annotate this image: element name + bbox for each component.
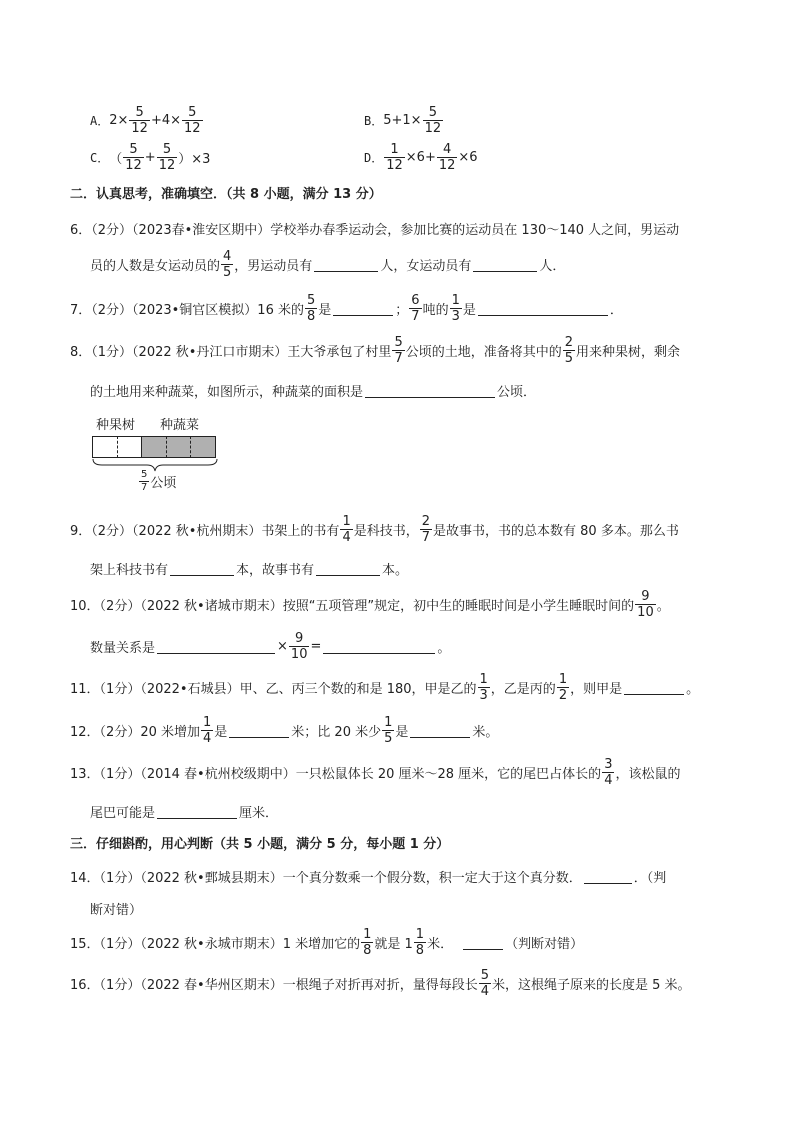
answer-blank[interactable]	[624, 680, 684, 695]
question-6-line-1: 6．（2分）（2023春•淮安区期中）学校举办春季运动会，参加比赛的运动员在 130～140 人之间，男运动	[70, 222, 680, 238]
answer-blank[interactable]	[157, 804, 237, 819]
answer-blank[interactable]	[584, 869, 632, 884]
fraction: $\frac{2}{7}$	[421, 513, 431, 545]
fraction: $\frac{2}{5}$	[564, 334, 574, 366]
option-text: 5+1×	[383, 112, 422, 128]
question-9-line-1: 9．（2分）（2022 秋•杭州期末）书架上的书有 $\frac{1}{4}$ 是科技书， $\frac{2}{7}$ 是故事书，书的总本数有 80 多本。那么书	[70, 513, 679, 545]
answer-blank[interactable]	[314, 257, 378, 272]
fraction: $\frac{4}{12}$	[438, 141, 456, 173]
option-label: D．	[364, 150, 384, 165]
fraction: $\frac{5}{7}$	[141, 469, 148, 493]
fraction: $\frac{1}{3}$	[479, 671, 488, 703]
answer-blank[interactable]	[478, 301, 608, 316]
fraction: $\frac{5}{12}$	[131, 104, 148, 136]
option-label: B．	[364, 113, 384, 128]
question-11: 11．（1分）（2022•石城县）甲、乙、丙三个数的和是 180，甲是乙的 $\frac{1}{3}$ ，乙是丙的 $\frac{1}{2}$ ，则甲是 。	[70, 671, 700, 703]
answer-blank[interactable]	[323, 639, 435, 654]
answer-blank[interactable]	[333, 301, 393, 316]
fraction: $\frac{5}{12}$	[125, 141, 142, 173]
option-b	[364, 100, 444, 140]
option-a	[90, 100, 204, 140]
vegetable-part-3	[191, 436, 216, 458]
answer-blank[interactable]	[410, 723, 470, 738]
vegetable-part-1	[142, 436, 167, 458]
option-d	[364, 137, 478, 177]
fraction: $\frac{1}{4}$	[203, 714, 212, 746]
land-diagram	[92, 414, 222, 494]
orchard-part-1	[92, 436, 118, 458]
orchard-part-2	[118, 436, 142, 458]
option-text: ）×3	[178, 151, 211, 167]
question-10-line-1: 10．（2分）（2022 秋•诸城市期末）按照“五项管理”规定，初中生的睡眠时间是小学生睡眠时间的 $\frac{9}{10}$ 。	[70, 588, 670, 620]
option-text: +	[144, 149, 156, 165]
option-text: 2×	[109, 112, 129, 128]
fraction: $\frac{5}{7}$	[394, 334, 403, 366]
section-3-title: 三．仔细斟酌，用心判断（共 5 小题，满分 5 分，每小题 1 分）	[70, 836, 450, 852]
option-c	[90, 137, 210, 177]
question-12: 12．（2分）20 米增加 $\frac{1}{4}$ 是 米；比 20 米少 $\frac{1}{5}$ 是 米。	[70, 714, 499, 746]
question-14-line-2: 断对错）	[90, 902, 143, 918]
question-10-line-2: 数量关系是 × $\frac{9}{10}$ = 。	[90, 630, 451, 662]
question-9-line-2: 架上科技书有 本，故事书有 本。	[90, 562, 409, 578]
option-label: A．	[90, 113, 110, 128]
vegetable-label: 种蔬菜	[160, 418, 200, 433]
fraction: $\frac{1}{8}$	[415, 926, 425, 958]
fraction: $\frac{1}{3}$	[451, 292, 460, 324]
answer-blank[interactable]	[170, 561, 234, 576]
orchard-label: 种果树	[96, 418, 136, 433]
question-14-line-1: 14．（1分）（2022 秋•鄄城县期末）一个真分数乘一个假分数，积一定大于这个真分数． ．（判	[70, 870, 667, 886]
fraction: $\frac{1}{5}$	[384, 714, 393, 746]
answer-blank[interactable]	[316, 561, 380, 576]
fraction: $\frac{1}{4}$	[342, 513, 351, 545]
question-8-line-1: 8．（1分）（2022 秋•丹江口市期末）王大爷承包了村里 $\frac{5}{7}$ 公顷的土地，准备将其中的 $\frac{2}{5}$ 用来种果树，剩余	[70, 334, 681, 366]
fraction: $\frac{9}{10}$	[290, 630, 308, 662]
answer-blank[interactable]	[473, 257, 537, 272]
question-7: 7．（2分）（2023•铜官区模拟）16 米的 $\frac{5}{8}$ 是 ； $\frac{6}{7}$ 吨的 $\frac{1}{3}$ 是 ．	[70, 292, 623, 324]
answer-blank[interactable]	[463, 935, 503, 950]
question-13-line-1: 13．（1分）（2014 春•杭州校级期中）一只松鼠体长 20 厘米～28 厘米，它的尾巴占体长的 $\frac{3}{4}$ ，该松鼠的	[70, 756, 681, 788]
fraction: $\frac{5}{12}$	[424, 104, 442, 136]
question-6-line-2: 员的人数是女运动员的 $\frac{4}{5}$ ，男运动员有 人，女运动员有 人．	[90, 248, 566, 280]
section-2-title: 二．认真思考，准确填空．（共 8 小题，满分 13 分）	[70, 186, 382, 202]
question-16: 16．（1分）（2022 春•华州区期末）一根绳子对折再对折，量得每段长 $\frac{5}{4}$ 米，这根绳子原来的长度是 5 米。	[70, 967, 691, 999]
fraction: $\frac{5}{12}$	[158, 141, 176, 173]
fraction: $\frac{5}{8}$	[306, 292, 316, 324]
answer-blank[interactable]	[365, 383, 495, 398]
question-8-line-2: 的土地用来种蔬菜，如图所示，种蔬菜的面积是 公顷．	[90, 384, 537, 400]
fraction: $\frac{1}{12}$	[386, 141, 403, 173]
fraction: $\frac{1}{8}$	[363, 926, 372, 958]
fraction: $\frac{3}{4}$	[604, 756, 613, 788]
fraction: $\frac{6}{7}$	[411, 292, 420, 324]
total-label: $\frac{5}{7}$ 公顷	[141, 469, 177, 493]
option-text: +4×	[150, 112, 182, 128]
fraction: $\frac{4}{5}$	[223, 248, 232, 280]
answer-blank[interactable]	[157, 639, 275, 654]
fraction: $\frac{5}{12}$	[184, 104, 201, 136]
question-15: 15．（1分）（2022 秋•永城市期末）1 米增加它的 $\frac{1}{8}$ 就是 1 $\frac{1}{8}$ 米． （判断对错）	[70, 926, 584, 958]
option-text: ×6+	[405, 149, 436, 165]
fraction: $\frac{9}{10}$	[637, 588, 654, 620]
option-text: （	[109, 151, 123, 167]
answer-blank[interactable]	[229, 723, 289, 738]
fraction: $\frac{5}{4}$	[480, 967, 489, 999]
question-13-line-2: 尾巴可能是 厘米．	[90, 805, 279, 821]
vegetable-part-2	[167, 436, 191, 458]
option-label: C．	[90, 150, 110, 165]
fraction: $\frac{1}{2}$	[558, 671, 568, 703]
option-text: ×6	[458, 149, 478, 165]
